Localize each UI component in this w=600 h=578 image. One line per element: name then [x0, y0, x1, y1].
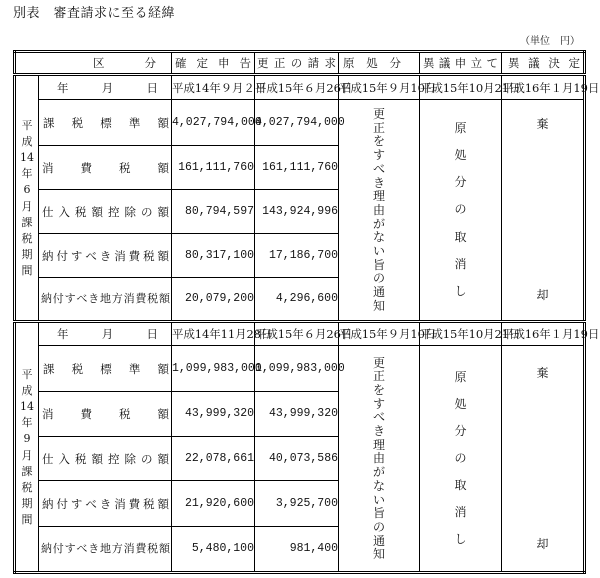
period-2-input-tax-credit-label-char: 額 [91, 451, 103, 466]
period-1-date-tax-return: 平成14年９月２日 [172, 75, 255, 100]
period-2-objection-cell [420, 346, 502, 573]
period-2-objection-char: し [454, 532, 467, 547]
period-2-date-label-cell [39, 322, 172, 346]
period-1-tax-payable-tax-return: 80,317,100 [172, 234, 255, 278]
period-2-label-char: 月 [21, 448, 33, 462]
period-1-objection-char: 分 [454, 175, 467, 190]
period-1-label-char: 平 [21, 119, 33, 132]
period-1-local-tax-payable-label-char: 費 [135, 292, 147, 305]
header-correction-request-char: 正 [273, 56, 286, 70]
period-2-tax-payable-label-char: き [99, 496, 112, 511]
period-1-tax-payable-correction-request: 17,186,700 [255, 234, 339, 278]
period-1-date-label [39, 81, 171, 95]
header-objection-char: 異 [423, 56, 435, 70]
period-2-consumption-tax-label-cell [39, 392, 172, 437]
header-tax-return-char: 定 [196, 56, 208, 70]
header-tax-return-cell [172, 52, 255, 75]
header-category [16, 56, 171, 70]
period-1-label-cell [15, 75, 39, 322]
period-2-tax-payable-label-cell [39, 481, 172, 527]
period-2-original-disposition-char: べ [372, 410, 385, 425]
period-2-tax-payable-label-char: す [70, 496, 83, 511]
period-1-consumption-tax-label-char: 税 [119, 160, 131, 175]
period-1-tax-payable-label-char: 額 [157, 248, 169, 263]
period-2-tax-base-label-char: 額 [157, 361, 169, 376]
period-1-original-disposition-char: す [372, 148, 385, 163]
header-original-disposition-char: 処 [366, 56, 378, 70]
period-2-input-tax-credit-label [39, 452, 171, 466]
period-1-local-tax-payable-label-char: 額 [158, 292, 170, 305]
period-1-tax-base-label-char: 標 [100, 115, 112, 130]
period-1-tax-payable-label-cell [39, 234, 172, 278]
period-2-objection-decision [502, 367, 583, 551]
period-1-objection-char: し [454, 283, 467, 298]
period-1-tax-payable-label-char: 費 [128, 248, 141, 263]
period-1-tax-base-label [39, 116, 171, 130]
period-2-local-tax-payable-label-char: 地 [99, 542, 111, 555]
period-2-date-label-char: 年 [57, 327, 69, 341]
header-objection-decision [502, 56, 583, 70]
header-correction-request-char: 更 [257, 56, 269, 70]
period-2-date-objection: 平成15年10月21日 [420, 322, 502, 346]
period-2-date-correction-request: 平成15年６月26日 [255, 322, 339, 346]
period-2-date-label-char: 日 [146, 327, 158, 341]
period-2-original-disposition-char: き [372, 424, 385, 439]
period-1-input-tax-credit-label-char: 控 [108, 204, 120, 219]
period-2-label-char: 9 [23, 432, 31, 446]
period-1-input-tax-credit-label-char: 除 [124, 204, 136, 219]
period-2-label-char: 14 [20, 400, 34, 414]
period-2-original-disposition-char: 通 [372, 533, 385, 548]
period-1-tax-payable-label [39, 249, 171, 263]
header-category-char: 区 [93, 56, 105, 70]
period-1-tax-base-correction-request: 4,027,794,000 [255, 100, 339, 146]
header-objection-char: て [486, 56, 498, 70]
period-2-original-disposition [339, 357, 419, 561]
period-1-consumption-tax-label-char: 消 [42, 160, 54, 175]
period-1-date-label-char: 日 [146, 80, 158, 95]
period-2-local-tax-payable-label-char: す [64, 542, 76, 555]
period-1-input-tax-credit-label-char: 仕 [42, 204, 54, 219]
period-2-objection-char: の [454, 450, 467, 465]
period-2-tax-payable-label-char: べ [85, 496, 97, 511]
period-2-input-tax-credit-label-char: 税 [75, 451, 87, 466]
period-1-original-disposition-char: を [372, 134, 385, 149]
period-2-original-disposition-char: を [372, 382, 385, 397]
period-1-local-tax-payable-label-char: 方 [111, 292, 123, 305]
period-1-label-char: 税 [21, 231, 33, 245]
period-1-input-tax-credit-label-char: 額 [91, 204, 103, 219]
period-1-original-disposition-char: の [372, 271, 385, 286]
period-2-consumption-tax-label-char: 額 [157, 407, 169, 421]
period-1-original-disposition-char: 理 [372, 189, 385, 204]
header-objection-char: 議 [438, 56, 451, 70]
header-objection-decision-cell [502, 52, 585, 75]
period-1-tax-base-label-char: 準 [128, 115, 141, 130]
period-2-input-tax-credit-tax-return: 22,078,661 [172, 437, 255, 481]
period-2-consumption-tax-label-char: 費 [80, 407, 92, 421]
period-2-input-tax-credit-label-cell [39, 437, 172, 481]
period-2-tax-base-row [15, 346, 585, 392]
period-1-date-label-char: 月 [101, 80, 114, 95]
period-1-consumption-tax-label-cell [39, 146, 172, 190]
period-1-label-char: 年 [21, 167, 33, 181]
header-objection [420, 56, 501, 70]
period-2-date-tax-return: 平成14年11月28日 [172, 322, 255, 346]
period-1-tax-payable-label-char: 税 [143, 248, 155, 263]
period-1-original-disposition-char: 知 [372, 298, 385, 313]
period-2-original-disposition-char: 更 [372, 355, 385, 370]
period-2-local-tax-payable-correction-request: 981,400 [255, 527, 339, 573]
period-1-local-tax-payable-label-char: 付 [52, 292, 64, 305]
period-2-local-tax-payable-label-char: き [88, 542, 100, 555]
period-1-input-tax-credit-label [39, 205, 171, 219]
period-1-objection-decision-char: 棄 [536, 117, 549, 131]
period-2-label-char: 課 [21, 464, 33, 478]
header-objection-char: 立 [470, 56, 483, 70]
period-2-local-tax-payable-label-char: 額 [158, 542, 170, 555]
period-2-consumption-tax-tax-return: 43,999,320 [172, 392, 255, 437]
period-1-objection-decision [502, 118, 583, 302]
period-2-label-char: 間 [21, 512, 33, 526]
period-2-date-label-char: 月 [101, 327, 114, 341]
header-correction-request-char: 求 [324, 56, 336, 70]
header-tax-return-char: 告 [239, 56, 251, 70]
header-correction-request [255, 56, 338, 70]
period-1-date-label-char: 年 [57, 80, 69, 95]
period-2-input-tax-credit-label-char: 除 [124, 451, 136, 466]
header-correction-request-char: 請 [307, 56, 320, 70]
period-1-label-char: 間 [21, 263, 33, 277]
unit-label: （単位 円） [520, 36, 580, 47]
period-2-objection-decision-char: 却 [536, 536, 549, 551]
header-original-disposition-cell [339, 52, 420, 75]
period-2-tax-payable-label [39, 497, 171, 511]
header-original-disposition [339, 56, 419, 70]
header-correction-request-cell [255, 52, 339, 75]
period-2-tax-base-correction-request: 1,099,983,000 [255, 346, 339, 392]
period-1-input-tax-credit-correction-request: 143,924,996 [255, 190, 339, 234]
period-2-tax-payable-label-char: 消 [114, 496, 126, 511]
period-1-tax-payable-label-char: 消 [114, 248, 126, 263]
header-row [15, 52, 585, 75]
period-1-consumption-tax-label-char: 額 [157, 160, 169, 175]
period-1-label-char: 課 [21, 215, 33, 229]
period-1-objection-char: 原 [454, 121, 467, 135]
period-1-original-disposition-char: 旨 [372, 257, 385, 272]
header-tax-return [172, 56, 254, 70]
period-1-original-disposition-char: き [372, 175, 385, 190]
period-2-local-tax-payable-label-cell [39, 527, 172, 573]
period-2-original-disposition-char: 知 [372, 547, 385, 562]
period-1-tax-base-label-cell [39, 100, 172, 146]
period-2-tax-payable-correction-request: 3,925,700 [255, 481, 339, 527]
period-2-original-disposition-char: が [372, 465, 385, 480]
period-2-tax-payable-label-char: 付 [56, 496, 68, 511]
period-1-objection-decision-cell [502, 100, 585, 322]
period-1-local-tax-payable-label-char: 納 [41, 292, 52, 305]
period-2-local-tax-payable-label-char: べ [76, 542, 88, 555]
period-2-objection-char: 取 [454, 478, 467, 493]
header-objection-cell [420, 52, 502, 75]
period-2-label-char: 年 [21, 416, 33, 430]
period-2-input-tax-credit-label-char: 入 [58, 451, 70, 466]
period-1-date-row [15, 75, 585, 100]
period-2-objection-decision-char: 棄 [536, 365, 549, 380]
period-1-local-tax-payable-label-char: す [64, 292, 76, 305]
header-objection-decision-char: 決 [548, 56, 560, 70]
period-2-local-tax-payable-label-char: 税 [147, 542, 159, 555]
period-1-tax-base-label-char: 課 [43, 115, 55, 130]
period-1-local-tax-payable-tax-return: 20,079,200 [172, 278, 255, 322]
period-2-label-cell [15, 322, 39, 573]
period-1-date-label-cell [39, 75, 172, 100]
period-1-objection-decision-char: 却 [536, 288, 549, 302]
period-1-local-tax-payable-label-char: 税 [147, 292, 159, 305]
period-1-original-disposition-char: な [372, 230, 385, 245]
period-2-label-char: 税 [21, 480, 33, 494]
period-2-label-char: 平 [21, 368, 33, 381]
period-2-date-original-disposition: 平成15年９月10日 [339, 322, 420, 346]
period-1-local-tax-payable-label-char: 地 [99, 292, 111, 305]
period-1-tax-base-label-char: 額 [157, 115, 169, 130]
period-2-local-tax-payable-label-char: 消 [123, 542, 135, 555]
period-1-consumption-tax-tax-return: 161,111,760 [172, 146, 255, 190]
period-1-objection-char: 消 [454, 256, 467, 271]
period-2-input-tax-credit-label-char: 額 [157, 451, 169, 466]
period-1-consumption-tax-label [39, 161, 171, 175]
period-1-original-disposition-char: 正 [372, 120, 385, 135]
period-1-tax-base-tax-return: 4,027,794,000 [172, 100, 255, 146]
period-2-consumption-tax-label-char: 消 [42, 407, 54, 421]
period-1-objection [420, 122, 501, 298]
period-2-original-disposition-char: な [372, 478, 385, 493]
period-1-original-disposition-char: い [372, 244, 385, 259]
period-2-local-tax-payable-label-char: 費 [135, 542, 147, 555]
period-1-original-disposition-char: べ [372, 161, 385, 176]
period-1-consumption-tax-label-char: 費 [80, 160, 92, 175]
period-2-tax-base-label-cell [39, 346, 172, 392]
period-2-objection-char: 処 [454, 396, 467, 411]
period-1-local-tax-payable-label-char: 消 [123, 292, 135, 305]
period-2-objection-char: 消 [454, 505, 467, 520]
period-1-label-char: 期 [21, 247, 33, 261]
period-2-tax-payable-label-char: 納 [42, 496, 54, 511]
period-2-local-tax-payable-label-char: 付 [52, 542, 64, 555]
period-2-tax-base-label-char: 標 [100, 361, 112, 376]
period-1-local-tax-payable-label [39, 292, 171, 306]
header-objection-decision-char: 異 [508, 56, 520, 70]
period-2-tax-payable-tax-return: 21,920,600 [172, 481, 255, 527]
review-history-table [13, 50, 600, 574]
period-1-objection-char: の [454, 202, 467, 217]
period-1-original-disposition-cell [339, 100, 420, 322]
period-1-local-tax-payable-label-cell [39, 278, 172, 322]
period-2-input-tax-credit-label-char: 仕 [42, 451, 54, 466]
header-category-cell [15, 52, 172, 75]
period-2-local-tax-payable-label-char: 納 [41, 542, 52, 555]
period-1-label [16, 119, 38, 277]
document-title: 別表 審査請求に至る経緯 [13, 6, 176, 21]
period-2-input-tax-credit-correction-request: 40,073,586 [255, 437, 339, 481]
header-objection-char: 申 [454, 56, 467, 70]
period-1-objection-cell [420, 100, 502, 322]
period-2-tax-base-label-char: 準 [128, 361, 141, 376]
period-1-tax-payable-label-char: べ [85, 248, 97, 263]
period-1-tax-base-label-char: 税 [71, 115, 84, 130]
period-2-local-tax-payable-label [39, 542, 171, 556]
period-2-label [16, 368, 38, 526]
header-objection-decision-char: 議 [528, 56, 540, 70]
period-2-date-objection-decision: 平成16年１月19日 [502, 322, 585, 346]
header-tax-return-char: 確 [175, 56, 187, 70]
period-1-label-char: 6 [23, 183, 31, 197]
period-1-input-tax-credit-label-char: の [141, 204, 153, 219]
period-2-original-disposition-char: 理 [372, 437, 385, 452]
period-1-original-disposition [339, 108, 419, 312]
period-2-tax-payable-label-char: 費 [128, 496, 141, 511]
period-1-tax-payable-label-char: 付 [56, 248, 68, 263]
period-2-tax-base-tax-return: 1,099,983,000 [172, 346, 255, 392]
period-2-local-tax-payable-tax-return: 5,480,100 [172, 527, 255, 573]
period-1-label-char: 14 [20, 151, 34, 165]
period-1-input-tax-credit-tax-return: 80,794,597 [172, 190, 255, 234]
period-2-label-char: 期 [21, 496, 33, 510]
period-1-original-disposition-char: 更 [372, 107, 385, 121]
period-1-objection-char: 取 [454, 229, 467, 244]
period-2-local-tax-payable-label-char: 方 [111, 542, 123, 555]
period-2-tax-base-label-char: 税 [71, 361, 84, 376]
period-1-consumption-tax-correction-request: 161,111,760 [255, 146, 339, 190]
period-2-tax-base-label [39, 362, 171, 376]
period-1-local-tax-payable-label-char: き [88, 292, 100, 305]
header-category-char: 分 [144, 56, 156, 70]
period-2-tax-payable-label-char: 額 [157, 496, 169, 511]
period-2-date-row [15, 322, 585, 346]
period-1-input-tax-credit-label-cell [39, 190, 172, 234]
period-1-tax-payable-label-char: す [70, 248, 83, 263]
period-2-consumption-tax-label [39, 407, 171, 421]
period-2-original-disposition-cell [339, 346, 420, 573]
period-2-consumption-tax-label-char: 税 [119, 407, 131, 421]
period-1-input-tax-credit-label-char: 入 [58, 204, 70, 219]
period-2-objection-char: 分 [454, 423, 467, 438]
period-2-original-disposition-char: 旨 [372, 506, 385, 521]
period-1-tax-base-row [15, 100, 585, 146]
period-2-input-tax-credit-label-char: 控 [108, 451, 120, 466]
period-1-objection-char: 処 [454, 148, 467, 163]
period-1-date-objection-decision: 平成16年１月19日 [502, 75, 585, 100]
period-2-original-disposition-char: い [372, 492, 385, 507]
period-1-date-correction-request: 平成15年６月26日 [255, 75, 339, 100]
period-2-input-tax-credit-label-char: の [141, 451, 153, 466]
period-2-original-disposition-char: 正 [372, 369, 385, 384]
period-1-date-objection: 平成15年10月21日 [420, 75, 502, 100]
period-1-original-disposition-char: 通 [372, 285, 385, 300]
period-1-local-tax-payable-correction-request: 4,296,600 [255, 278, 339, 322]
header-objection-decision-char: 定 [568, 56, 580, 70]
period-2-tax-base-label-char: 課 [43, 361, 55, 376]
period-2-objection [420, 371, 501, 547]
header-original-disposition-char: 分 [389, 56, 401, 70]
period-2-objection-decision-cell [502, 346, 585, 573]
header-original-disposition-char: 原 [343, 56, 355, 70]
period-1-local-tax-payable-label-char: べ [76, 292, 88, 305]
header-tax-return-char: 申 [218, 56, 230, 70]
period-1-input-tax-credit-label-char: 税 [75, 204, 87, 219]
period-1-label-char: 月 [21, 199, 33, 213]
header-correction-request-char: の [290, 56, 303, 70]
period-1-original-disposition-char: が [372, 216, 385, 231]
period-2-date-label [39, 327, 171, 341]
period-1-tax-payable-label-char: き [99, 248, 112, 263]
period-2-original-disposition-char: す [372, 396, 385, 411]
period-1-original-disposition-char: 由 [372, 202, 385, 217]
period-2-original-disposition-char: 由 [372, 451, 385, 466]
period-1-tax-payable-label-char: 納 [42, 248, 54, 263]
period-2-consumption-tax-correction-request: 43,999,320 [255, 392, 339, 437]
period-2-label-char: 成 [21, 384, 33, 398]
period-1-label-char: 成 [21, 135, 33, 149]
period-1-date-original-disposition: 平成15年９月10日 [339, 75, 420, 100]
period-2-objection-char: 原 [454, 369, 467, 384]
period-2-original-disposition-char: の [372, 519, 385, 534]
period-2-tax-payable-label-char: 税 [143, 496, 155, 511]
period-1-input-tax-credit-label-char: 額 [157, 204, 169, 219]
